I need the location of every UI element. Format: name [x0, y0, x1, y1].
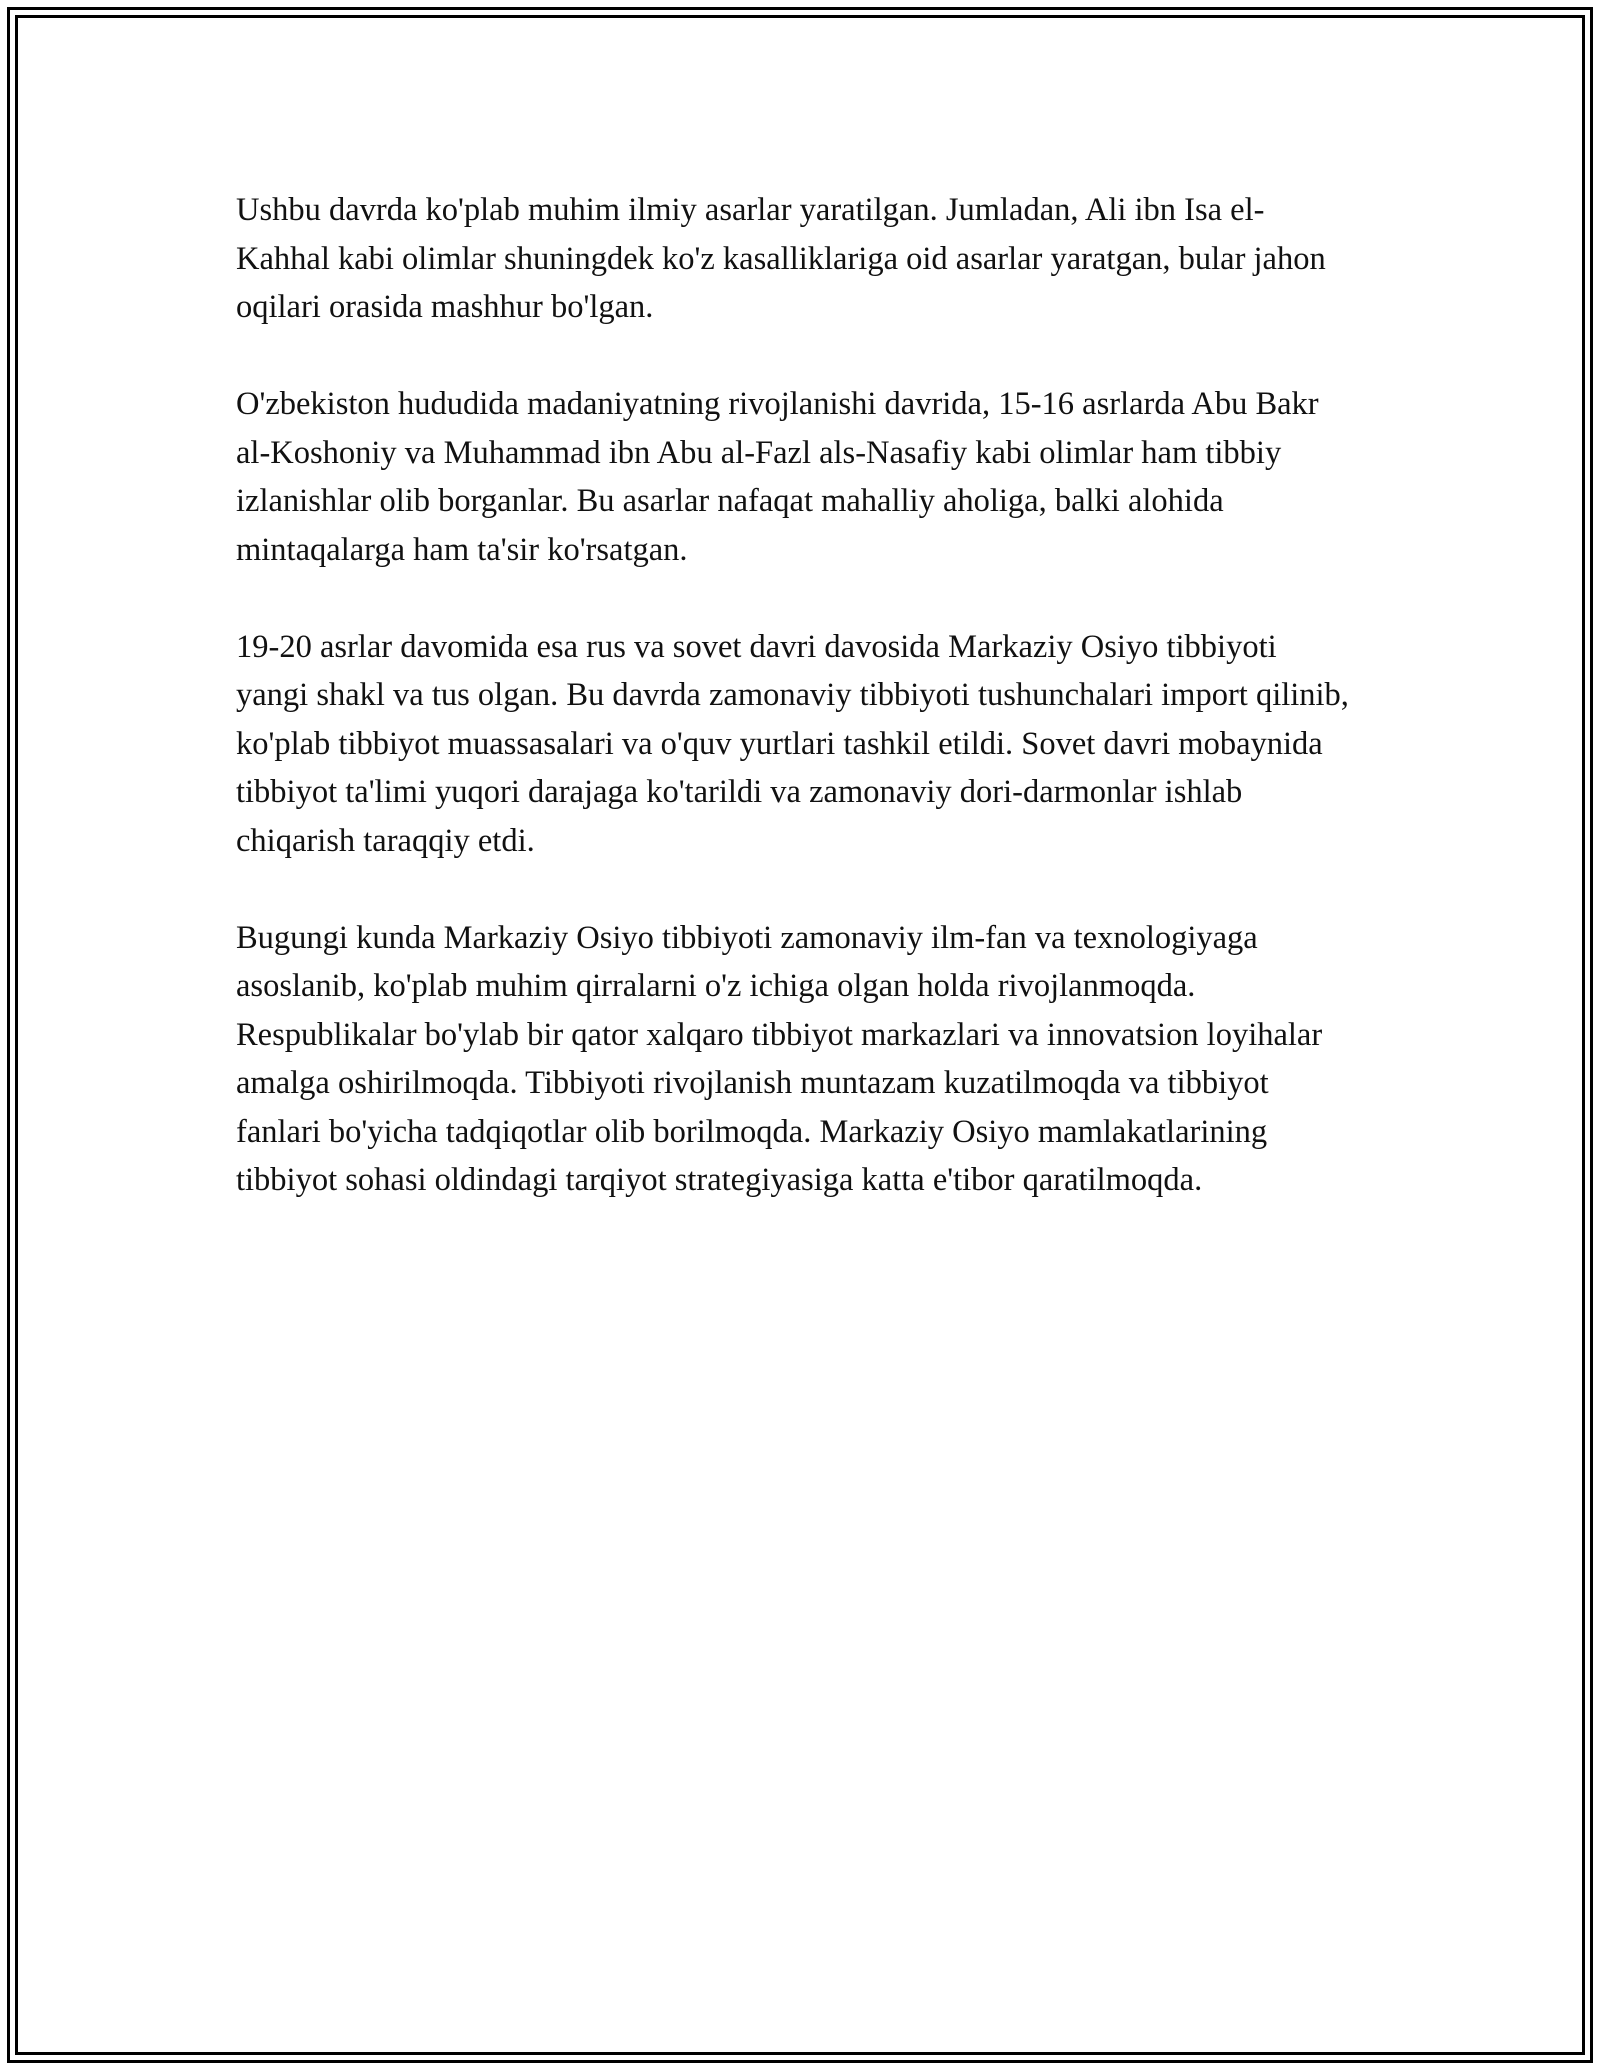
paragraph-3: 19-20 asrlar davomida esa rus va sovet davri davosida Markaziy Osiyo tibbiyoti yangi shakl va tus olgan. Bu davrda zamonaviy tibbiyoti tushunchalari import qilinib, ko'plab tibbiyot muassasalari va o'quv yurtlari tashkil etildi. Sovet davri mobaynida tibbiyot ta'limi yuqori darajaga ko'tarildi va zamonaviy dori-darmonlar ishlab chiqarish taraqqiy etdi.: [236, 628, 1349, 859]
paragraph-4: Bugungi kunda Markaziy Osiyo tibbiyoti zamonaviy ilm-fan va texnologiyaga asoslanib, ko'plab muhim qirralarni o'z ichiga olgan holda rivojlanmoqda. Respublikalar bo'ylab bir qator xalqaro tibbiyot markazlari va innovatsion loyihalar amalga oshirilmoqda. Tibbiyoti rivojlanish muntazam kuzatilmoqda va tibbiyot fanlari bo'yicha tadqiqotlar olib borilmoqda. Markaziy Osiyo mamlakatlarining tibbiyot sohasi oldindagi tarqiyot strategiyasiga katta e'tibor qaratilmoqda.: [236, 919, 1323, 1198]
paragraph-1: Ushbu davrda ko'plab muhim ilmiy asarlar yaratilgan. Jumladan, Ali ibn Isa el-Kahhal kabi olimlar shuningdek ko'z kasalliklariga oid asarlar yaratgan, bular jahon oqilari orasida mashhur bo'lgan.: [236, 192, 1326, 325]
paragraph-2: O'zbekiston hududida madaniyatning rivojlanishi davrida, 15-16 asrlarda Abu Bakr al-Koshoniy va Muhammad ibn Abu al-Fazl als-Nasafiy kabi olimlar ham tibbiy izlanishlar olib borganlar. Bu asarlar nafaqat mahalliy aholiga, balki alohida mintaqalarga ham ta'sir ko'rsatgan.: [236, 386, 1319, 568]
document-body: [236, 186, 1356, 1205]
